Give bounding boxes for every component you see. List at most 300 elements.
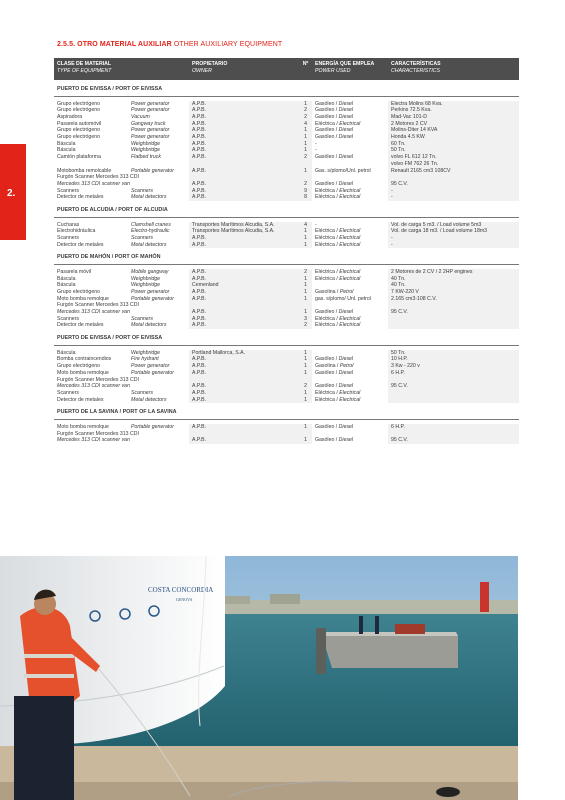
table-row [54,350,519,357]
power-used-es: gas. s/plomo/ Unl. petrol [315,295,371,302]
power-used [312,296,388,303]
count: 1 [299,289,312,296]
equipment-type-es: Furgón Scanner Mercedes 313 CDI [57,302,139,309]
characteristics: Electra Molins 68 Kva. [388,101,519,108]
equipment-type-es: Scanners [57,187,79,194]
owner: A.P.B. [189,114,299,121]
characteristics: 2 Motores 2 CV [388,121,519,128]
equipment-type-en: Metal detectors [131,241,167,248]
equipment-type-es: Motobomba remolcable [57,167,112,174]
characteristics: 60 Tn. [388,141,519,148]
table-row [54,114,519,121]
table-row [54,134,519,141]
port-heading-row [54,333,519,346]
owner [189,161,299,168]
characteristics: - [388,235,519,242]
count: 1 [299,242,312,249]
equipment-type-en: Weighbridge [131,282,161,289]
owner: A.P.B. [189,276,299,283]
equipment-type-en: Metal detectors [131,322,167,329]
equipment-type-es: Furgón Scanner Mercedes 313 CDI [57,376,139,383]
equipment-type-en: Mobile gangway [131,268,169,275]
equipment-type-en [128,161,189,168]
characteristics [388,302,519,309]
owner [189,302,299,309]
power-used-en: Electrical [339,396,361,403]
equipment-type-es: Grupo electrógeno [57,100,100,107]
equipment-type-es [54,161,128,168]
table-row [54,363,519,370]
table-row [54,269,519,276]
power-used-en: Diesel [338,437,354,444]
owner: A.P.B. [189,424,299,431]
count: 1 [299,424,312,431]
power-used-es: Gasóleo / [315,309,339,316]
owner: Portland Mallorca, S.A. [189,350,299,357]
table-row [54,289,519,296]
power-used [312,282,388,289]
table-row [54,188,519,195]
characteristics: Mad-Vac 101-D [388,114,519,121]
equipment-type-en: Portable generator [131,369,174,376]
equipment-type-es: Aspiradora [57,113,83,120]
power-used-es: - [315,140,317,147]
owner: A.P.B. [189,194,299,201]
table-row [54,431,519,438]
power-used-en: Diesel [338,423,354,430]
count: 1 [299,101,312,108]
equipment-type-es: Furgón Scanner Mercedes 313 CDI [57,430,139,437]
characteristics: Honda 4.5 KW [388,134,519,141]
equipment-type-en: Portable generator [131,167,174,174]
power-used [312,242,388,249]
characteristics: 50 Tn. [388,350,519,357]
characteristics: volvo FM 762 26 Tn. [388,161,519,168]
count: 9 [299,188,312,195]
owner: A.P.B. [189,383,299,390]
power-used-en: Diesel [338,127,354,134]
equipment-type-es: Báscula [57,147,76,154]
power-used [312,289,388,296]
characteristics [388,316,519,323]
characteristics: Molins-Diter 14 KVA [388,127,519,134]
equipment-type-en: Electro-hydraulic [131,228,170,235]
power-used [312,147,388,154]
characteristics: 95 C.V. [388,437,519,444]
power-used [312,154,388,161]
equipment-table-wrapper [54,58,519,444]
equipment-type-es: Moto bomba remolque [57,369,109,376]
power-used-es: Eléctrica / [315,120,340,127]
equipment-type-es: Grupo electrógeno [57,134,100,141]
equipment-type-en: Power generator [131,288,170,295]
table-row [54,424,519,431]
section-heading-en: OTHER AUXILIARY EQUIPMENT [173,41,283,48]
power-used-en: Diesel [338,309,354,316]
equipment-type-es: Detector de metales [57,194,104,201]
count: 8 [299,194,312,201]
equipment-type-es: Scanners [57,234,79,241]
owner: Transportes Marítimos Alcudia, S.A. [189,222,299,229]
owner: A.P.B. [189,242,299,249]
owner: A.P.B. [189,134,299,141]
equipment-type-es: Camión plataforma [57,154,101,161]
table-row [54,141,519,148]
power-used-es: Gasóleo / [315,100,339,107]
owner: A.P.B. [189,397,299,404]
count: 2 [299,154,312,161]
power-used [312,356,388,363]
equipment-type-es: Grupo electrógeno [57,107,100,114]
equipment-type-es: Cucharas [57,221,80,228]
section-heading [57,41,282,48]
equipment-type-en: Vacuum [131,113,150,120]
power-used-es: Gasóleo / [315,107,339,114]
power-used [312,134,388,141]
equipment-type-es: Pasarela móvil [57,268,92,275]
characteristics: 2 Motores de 2 CV / 2 2HP engines [388,269,519,276]
table-row [54,309,519,316]
table-row [54,390,519,397]
characteristics: Vol. de carga 18 m3. / Load volume 18m3 [388,228,519,235]
count [299,302,312,309]
port-heading-row [54,84,519,97]
equipment-type-es: Moto bomba remolque [57,423,109,430]
equipment-type-es: Mercedes 313 CDI scanner van [57,309,130,316]
characteristics: 95 C.V. [388,309,519,316]
table-body [54,80,519,444]
power-used-es: - [315,221,317,228]
characteristics: volvo FL 612 12 Tn. [388,154,519,161]
port-heading: PUERTO DE LA SAVINA / PORT OF LA SAVINA [54,407,519,420]
table-row [54,242,519,249]
power-used-es: Eléctrica / [315,228,340,235]
power-used [312,276,388,283]
power-used-es: Gasóleo / [315,127,339,134]
power-used-es: Gasóleo / [315,369,339,376]
equipment-type-es: Báscula [57,282,76,289]
power-used-en: Diesel [338,356,354,363]
characteristics: - [388,188,519,195]
power-used-en: Electrical [339,315,361,322]
table-row [54,437,519,444]
equipment-type-en: Weighbridge [131,275,161,282]
owner: A.P.B. [189,356,299,363]
owner: A.P.B. [189,127,299,134]
equipment-type-en: Fire hydrant [131,356,159,363]
power-used [312,107,388,114]
power-used-es: Eléctrica / [315,322,340,329]
power-used-es: Eléctrica / [315,194,340,201]
port-heading-row [54,407,519,420]
count: 2 [299,181,312,188]
power-used-en: Diesel [338,107,354,114]
count: 1 [299,141,312,148]
count: 1 [299,397,312,404]
power-used [312,302,388,309]
equipment-type-en: Power generator [131,127,170,134]
table-row [54,228,519,235]
equipment-type-es: Furgón Scanner Mercedes 313 CDI [57,174,139,181]
power-used-es: Gasóleo / [315,383,339,390]
power-used-es: Gas. s/plomo/Unl. petrol [315,167,371,174]
power-used-en: Diesel [338,154,354,161]
power-used [312,383,388,390]
owner: Transportes Marítimos Alcudia, S.A. [189,228,299,235]
port-heading-row [54,205,519,218]
power-used [312,174,388,181]
equipment-table [54,58,519,444]
port-heading: PUERTO DE EIVISSA / PORT OF EIVISSA [54,333,519,346]
count: 1 [299,276,312,283]
port-heading: PUERTO DE ALCUDIA / PORT OF ALCUDIA [54,205,519,218]
power-used-en: Electrical [339,228,361,235]
power-used [312,127,388,134]
power-used-es: - [315,147,317,154]
table-row [54,127,519,134]
power-used [312,101,388,108]
ship-port: GENOVA [176,597,193,602]
table-row [54,322,519,329]
equipment-type-en: Weighbridge [131,140,161,147]
equipment-type-en: Scanners [131,315,153,322]
characteristics: 95 C.V. [388,181,519,188]
characteristics [388,174,519,181]
power-used-en: Diesel [338,180,354,187]
count: 4 [299,121,312,128]
equipment-type-es: Grupo electrógeno [57,288,100,295]
count: 1 [299,356,312,363]
count: 1 [299,228,312,235]
table-row [54,276,519,283]
power-used-en: Diesel [338,369,354,376]
owner: A.P.B. [189,168,299,175]
column-header-type: CLASE DE MATERIAL TYPE OF EQUIPMENT [54,58,189,80]
equipment-type-es: Mercedes 313 CDI scanner van [57,437,130,444]
count: 2 [299,114,312,121]
count: 4 [299,222,312,229]
count: 1 [299,127,312,134]
equipment-type-es: Moto bomba remolque [57,295,109,302]
column-header-owner: PROPIETARIO OWNER [189,58,299,80]
equipment-type-es: Scanners [57,315,79,322]
characteristics [388,322,519,329]
characteristics: 95 C.V. [388,383,519,390]
table-row [54,222,519,229]
characteristics: Renault 2165 cm3 108CV [388,168,519,175]
table-row [54,121,519,128]
power-used [312,316,388,323]
power-used [312,168,388,175]
power-used-es: Eléctrica / [315,234,340,241]
power-used-es: Gasóleo / [315,423,339,430]
power-used [312,370,388,377]
equipment-type-en: Scanners [131,234,153,241]
table-row [54,161,519,168]
count: 1 [299,282,312,289]
equipment-type-en: Power generator [131,363,170,370]
characteristics: 6 H.P. [388,424,519,431]
owner: A.P.B. [189,316,299,323]
power-used-en: Diesel [338,134,354,141]
power-used-en: Electrical [339,389,361,396]
equipment-type-es: Báscula [57,275,76,282]
section-heading-es: 2.5.5. OTRO MATERIAL AUXILIAR [57,41,172,48]
characteristics: - [388,242,519,249]
equipment-type-en: Power generator [131,100,170,107]
power-used [312,188,388,195]
power-used [312,161,388,168]
owner: A.P.B. [189,235,299,242]
characteristics: 50 Tn. [388,147,519,154]
count [299,431,312,438]
count: 1 [299,363,312,370]
power-used-en: Electrical [339,194,361,201]
owner: A.P.B. [189,181,299,188]
equipment-type-es: Grupo electrógeno [57,363,100,370]
column-header-power: ENERGÍA QUE EMPLEA POWER USED [312,58,388,80]
harbor-photo [0,556,518,800]
owner: A.P.B. [189,437,299,444]
characteristics: 3 Kw - 220 v [388,363,519,370]
owner: Cemenland [189,282,299,289]
table-row [54,370,519,377]
power-used [312,437,388,444]
table-row [54,181,519,188]
equipment-type-en: Portable generator [131,423,174,430]
chapter-number: 2. [7,188,16,199]
owner: A.P.B. [189,154,299,161]
power-used [312,424,388,431]
equipment-type-en: Power generator [131,134,170,141]
table-row [54,302,519,309]
count: 1 [299,309,312,316]
power-used-es: Eléctrica / [315,315,340,322]
count: 1 [299,437,312,444]
owner: A.P.B. [189,121,299,128]
equipment-type-es: Electrohidráulica [57,228,96,235]
power-used-en: Electrical [339,234,361,241]
characteristics [388,390,519,397]
power-used-es: Eléctrica / [315,396,340,403]
equipment-type-en: Clamshell cranes [131,221,171,228]
characteristics: Perkins 72.5 Kva. [388,107,519,114]
characteristics [388,397,519,404]
count: 1 [299,370,312,377]
power-used-en: Electrical [339,241,361,248]
table-row [54,377,519,384]
power-used [312,390,388,397]
table-row [54,154,519,161]
characteristics: 10 H.P. [388,356,519,363]
power-used-es: Eléctrica / [315,389,340,396]
count: 1 [299,235,312,242]
count [299,161,312,168]
owner: A.P.B. [189,147,299,154]
count: 1 [299,350,312,357]
power-used-es: Gasóleo / [315,113,339,120]
table-row [54,107,519,114]
equipment-type-es: Scanners [57,389,79,396]
table-row [54,282,519,289]
equipment-type-en: Scanners [131,187,153,194]
count: 2 [299,269,312,276]
owner: A.P.B. [189,269,299,276]
power-used [312,121,388,128]
column-header-count: Nº [299,58,312,80]
count: 2 [299,107,312,114]
characteristics [388,431,519,438]
power-used [312,309,388,316]
equipment-type-en: Metal detectors [131,194,167,201]
equipment-type-en: Flatbed truck [131,154,161,161]
owner [189,174,299,181]
power-used [312,235,388,242]
characteristics: 40 Tn. [388,276,519,283]
power-used-en: Electrical [339,268,361,275]
count: 2 [299,383,312,390]
table-row [54,316,519,323]
power-used [312,181,388,188]
power-used-es: Gasóleo / [315,134,339,141]
equipment-type-en: Power generator [131,107,170,114]
power-used-es: Gasóleo / [315,180,339,187]
equipment-type-en: Metal detectors [131,396,167,403]
equipment-type-es: Grupo electrógeno [57,127,100,134]
characteristics [388,377,519,384]
power-used-en: Diesel [338,113,354,120]
table-row [54,383,519,390]
characteristics: Vol. de carga 5 m3. / Load volume 5m3 [388,222,519,229]
equipment-type-es: Detector de metales [57,241,104,248]
characteristics: 7 KW-220 V [388,289,519,296]
power-used-es: Gasolina / [315,363,340,370]
power-used-en: Petrol [339,363,354,370]
table-header-row [54,58,519,80]
port-heading-row [54,252,519,265]
power-used-es: Eléctrica / [315,268,340,275]
power-used-es: Eléctrica / [315,275,340,282]
power-used [312,228,388,235]
owner: A.P.B. [189,390,299,397]
equipment-type-es: Mercedes 313 CDI scanner van [57,180,130,187]
owner: A.P.B. [189,289,299,296]
table-row [54,194,519,201]
owner: A.P.B. [189,370,299,377]
characteristics: 2.165 cm3-108 C.V. [388,296,519,303]
count: 2 [299,322,312,329]
count: 1 [299,390,312,397]
characteristics: 40 Tn. [388,282,519,289]
power-used [312,377,388,384]
equipment-type-en: Weighbridge [131,147,161,154]
power-used-es: Gasolina / [315,288,340,295]
power-used [312,269,388,276]
table-row [54,235,519,242]
equipment-type-es: Bomba contraincendios [57,356,112,363]
power-used-en: Electrical [339,120,361,127]
column-header-characteristics: CARACTERÍSTICAS CHARACTERISTICS [388,58,519,80]
power-used-es: Gasóleo / [315,437,339,444]
power-used [312,363,388,370]
ship-name: COSTA CONCORDIA [148,586,214,594]
power-used [312,222,388,229]
count: 1 [299,296,312,303]
power-used [312,431,388,438]
power-used-en: Diesel [338,383,354,390]
count: 1 [299,147,312,154]
table-row [54,356,519,363]
